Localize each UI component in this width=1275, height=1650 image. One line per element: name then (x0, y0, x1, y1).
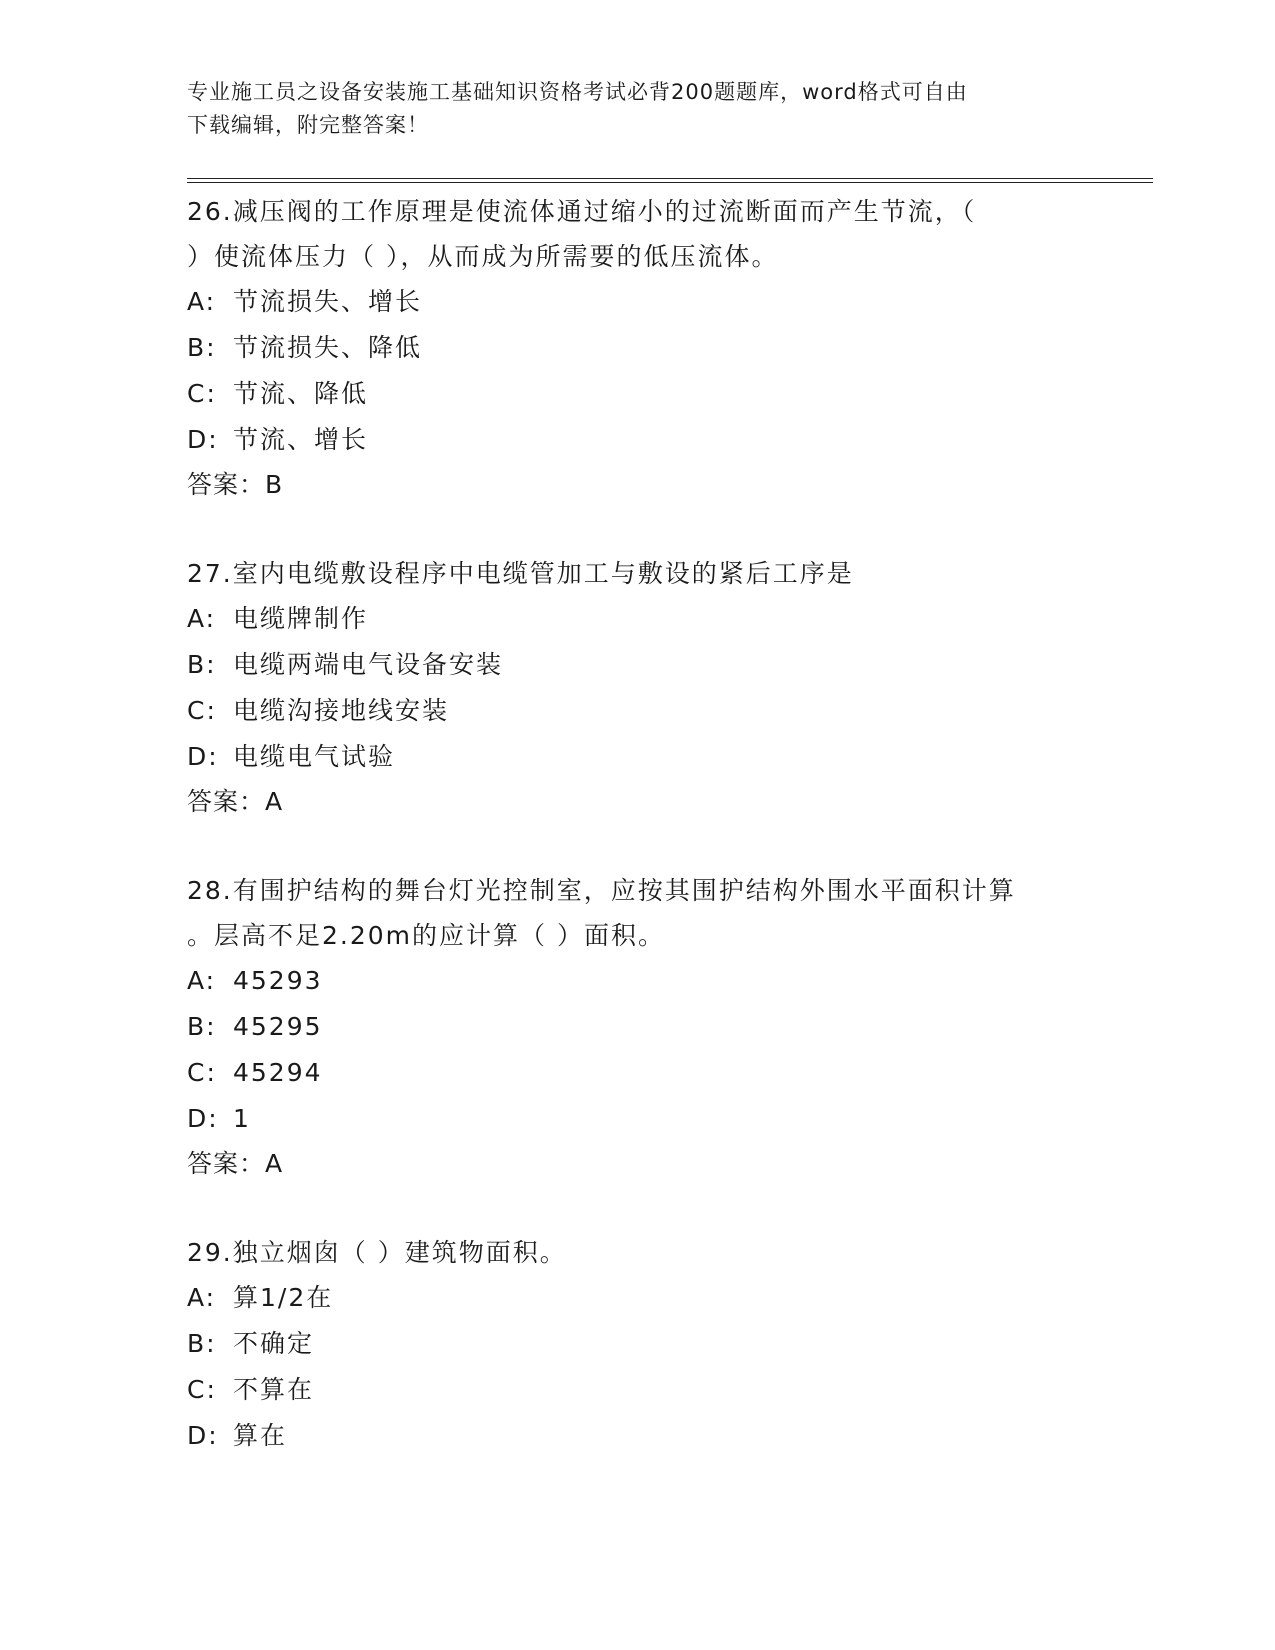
question-stem-line: 28.有围护结构的舞台灯光控制室，应按其围护结构外围水平面积计算 (187, 876, 1016, 905)
option-text: 电缆电气试验 (233, 742, 396, 771)
option-text: 45295 (233, 1012, 323, 1041)
option-key: B: (187, 1329, 217, 1358)
option-text: 电缆沟接地线安装 (233, 696, 450, 725)
question-26 (187, 189, 1087, 507)
option-text: 节流、增长 (233, 425, 369, 454)
option-key: D: (187, 742, 219, 771)
option-d (187, 1413, 1087, 1459)
option-text: 不算在 (233, 1375, 315, 1404)
option-key: D: (187, 1421, 219, 1450)
option-key: A: (187, 604, 217, 633)
option-text: 节流损失、降低 (233, 333, 423, 362)
question-list (187, 189, 1087, 1459)
option-d (187, 734, 1087, 780)
answer-line: 答案：A (187, 1149, 284, 1178)
option-text: 不确定 (233, 1329, 315, 1358)
question-28 (187, 868, 1087, 1186)
document-header (187, 76, 1087, 142)
option-c (187, 1367, 1087, 1413)
option-key: D: (187, 425, 219, 454)
option-text: 算1/2在 (233, 1283, 334, 1312)
option-b (187, 1321, 1087, 1367)
option-key: C: (187, 1058, 217, 1087)
option-c (187, 688, 1087, 734)
option-b (187, 325, 1087, 371)
answer-line: 答案：A (187, 787, 284, 816)
header-divider-bottom (187, 182, 1153, 183)
option-text: 电缆两端电气设备安装 (233, 650, 504, 679)
option-key: C: (187, 1375, 217, 1404)
option-a (187, 1275, 1087, 1321)
option-key: A: (187, 966, 217, 995)
option-text: 1 (233, 1104, 251, 1133)
option-text: 算在 (233, 1421, 288, 1450)
option-key: B: (187, 333, 217, 362)
option-key: A: (187, 287, 217, 316)
option-key: B: (187, 1012, 217, 1041)
option-key: D: (187, 1104, 219, 1133)
header-line-2: 下载编辑，附完整答案！ (187, 113, 429, 137)
question-27 (187, 551, 1087, 824)
header-divider-top (187, 178, 1153, 179)
option-a (187, 958, 1087, 1004)
option-text: 45294 (233, 1058, 323, 1087)
option-a (187, 279, 1087, 325)
question-stem-line: 29.独立烟囱（ ）建筑物面积。 (187, 1238, 567, 1267)
question-stem-line: 26.减压阀的工作原理是使流体通过缩小的过流断面而产生节流，（ (187, 197, 977, 226)
option-key: B: (187, 650, 217, 679)
question-29 (187, 1230, 1087, 1459)
option-c (187, 1050, 1087, 1096)
option-b (187, 1004, 1087, 1050)
option-text: 节流、降低 (233, 379, 369, 408)
option-key: C: (187, 696, 217, 725)
option-b (187, 642, 1087, 688)
option-key: A: (187, 1283, 217, 1312)
option-key: C: (187, 379, 217, 408)
option-c (187, 371, 1087, 417)
question-stem-line: 。层高不足2.20m的应计算（ ）面积。 (187, 921, 665, 950)
question-stem-line: ）使流体压力（ ），从而成为所需要的低压流体。 (187, 242, 779, 271)
option-d (187, 417, 1087, 463)
question-stem-line: 27.室内电缆敷设程序中电缆管加工与敷设的紧后工序是 (187, 559, 854, 588)
header-line-1: 专业施工员之设备安装施工基础知识资格考试必背200题题库，word格式可自由 (187, 80, 968, 104)
answer-line: 答案：B (187, 470, 284, 499)
option-text: 电缆牌制作 (233, 604, 369, 633)
option-a (187, 596, 1087, 642)
option-text: 节流损失、增长 (233, 287, 423, 316)
option-d (187, 1096, 1087, 1142)
option-text: 45293 (233, 966, 323, 995)
